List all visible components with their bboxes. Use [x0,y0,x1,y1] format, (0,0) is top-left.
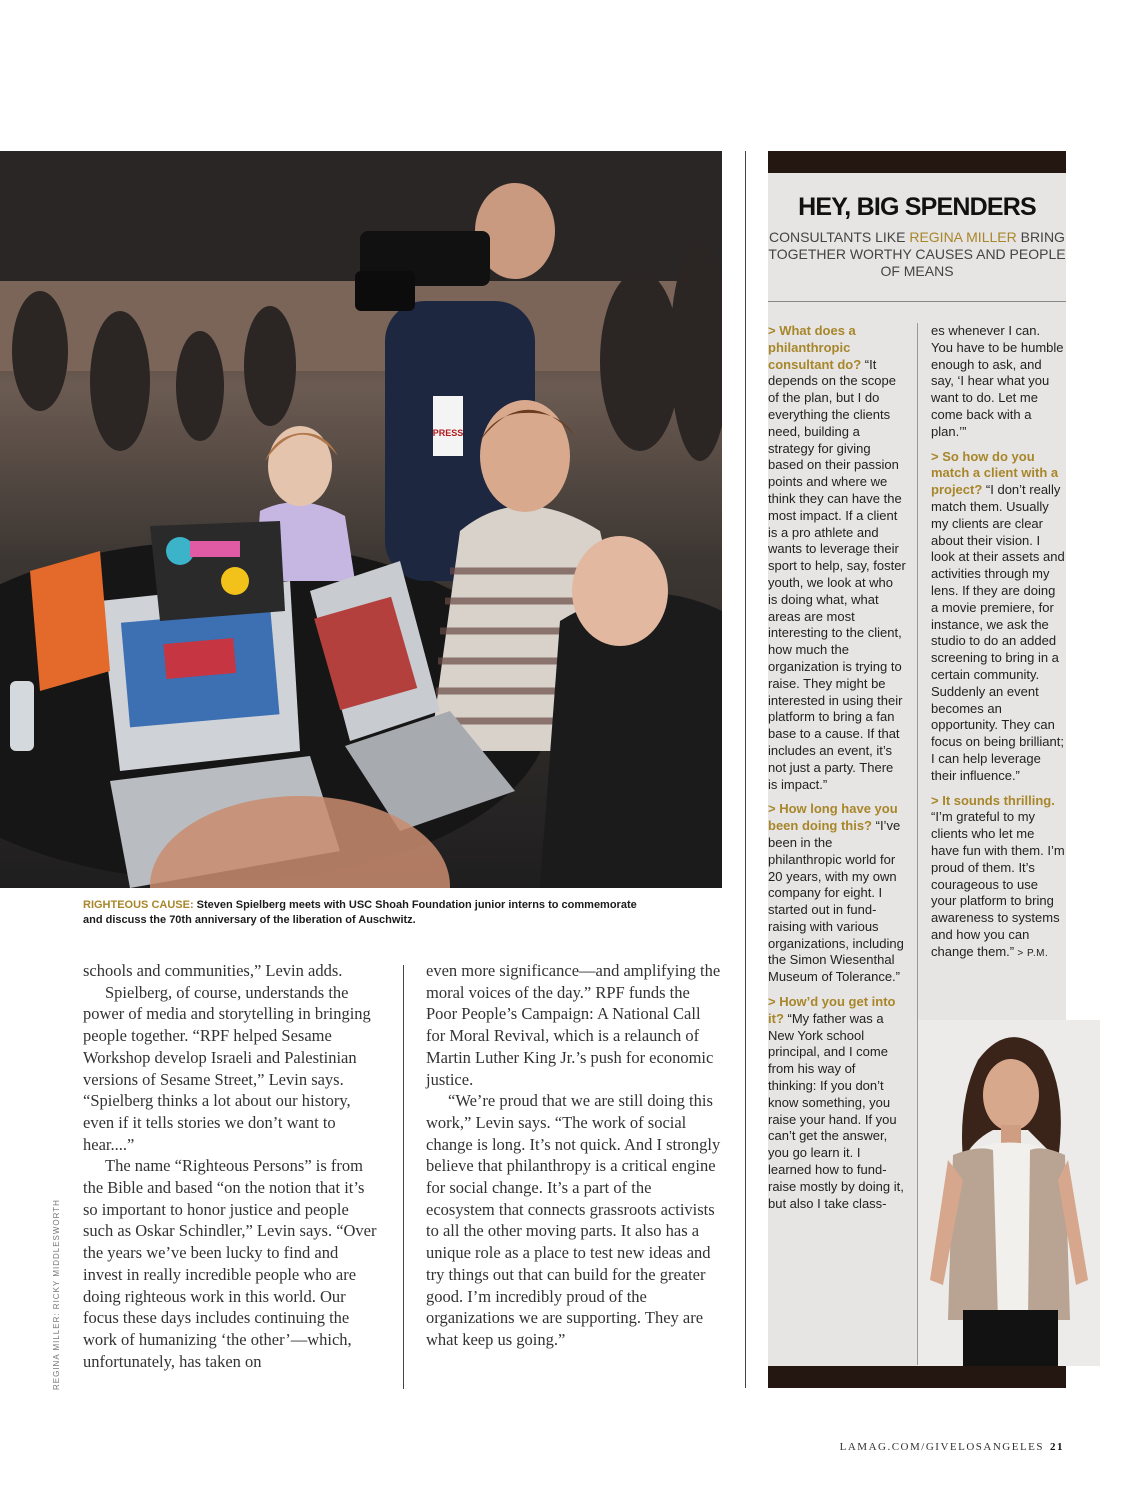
sidebar-bottom-bar [768,1366,1066,1388]
article-paragraph: schools and communities,” Levin adds. [83,961,343,980]
qa-item: > How’d you get into it? “My father was a New York school principal, and I come from his way of thinking: If you don’t know something, you raise your hand. If you can’t get the answer, you go learn it. I learned how to fund-raise mostly by doing it, but also I take class- [768,994,904,1211]
caption-text: Steven Spielberg meets with USC Shoah Foundation junior interns to commemorate and discuss the 70th anniversary of the liberation of Auschwitz. [83,899,637,926]
qa-item: > How long have you been doing this? “I’ve been in the philanthropic world for 20 years, with my own company for eight. I started out in fund-raising with various organizations, including the Simon Wiesenthal Museum of Tolerance.” [768,801,904,985]
qa-item: es whenever I can. You have to be humble enough to ask, and say, ‘I hear what you want to do. Let me come back with a plan.’” [931,323,1064,439]
sidebar-rule [768,301,1066,302]
portrait-photo [918,1020,1100,1366]
article-column-2 [426,960,722,1351]
article-paragraph: “We’re proud that we are still doing this work,” Levin says. “The work of social change is long. It’s not quick. And I strongly believe that philanthropy is a critical engine for social change. It’s a part of the ecosystem that connects grassroots activists to all the other moving parts. It also has a unique role as a place to test new ideas and try things out that can build for the greater good. I’m incredibly proud of the organizations we are supporting. They are what keep us going.” [426,1091,721,1349]
portrait-illustration [918,1020,1100,1366]
sidebar-divider [745,151,746,1388]
sidebar-title: HEY, BIG SPENDERS [798,193,1036,221]
article-paragraph: even more significance—and amplifying the moral voices of the day.” RPF funds the Poor People’s Campaign: A National Call for Moral Revival, which is a relaunch of Martin Luther King Jr.’s push for economic justice. [426,961,721,1089]
sidebar-subtitle-name: REGINA MILLER [909,229,1017,245]
photo-credit: REGINA MILLER: RICKY MIDDLESWORTH [52,1199,61,1390]
page-number: 21 [1050,1441,1064,1453]
column-divider [403,965,404,1389]
page-footer [820,1441,1064,1453]
photo-caption [83,898,643,928]
sidebar-top-bar [768,151,1066,173]
article-paragraph: Spielberg, of course, understands the power of media and storytelling in bringing people together. “RPF helped Sesame Workshop develop Israeli and Palestinian versions of Sesame Street,” Levin says. “Spielberg thinks a lot about our history, even if it tells stories we don’t want to hear....” [83,982,371,1154]
sidebar-subtitle: CONSULTANTS LIKE REGINA MILLER BRING TOGETHER WORTHY CAUSES AND PEOPLE OF MEANS [768,229,1066,279]
qa-item: > So how do you match a client with a project? “I don’t really match them. Usually my clients are clear about their vision. I look at their assets and activities through my lens. If they are doing a movie premiere, for instance, we ask the studio to do an added screening to bring in a certain community. Suddenly an event becomes an opportunity. They can focus on being brilliant; I can help leverage their influence.” [931,448,1065,783]
qa-item: > What does a philanthropic consultant do? “It depends on the scope of the plan, but I do everything the clients need, building a strategy for giving based on their passion points and where we think they can have the most impact. If a client is a pro athlete and wants to leverage their sport to help, say, foster youth, we look at who is doing what, what areas are most interesting to the client, how much the organization is trying to raise. They might be interested in using their platform to bring a fan base to a cause. If that includes an event, it’s not just a party. There is impact.” [768,323,906,792]
photo-illustration [0,151,722,888]
feature-photo [0,151,722,888]
footer-url: LAMAG.COM/GIVELOSANGELES [839,1441,1044,1453]
author-signature: > P.M. [1014,947,1049,959]
article-column-1 [83,960,381,1372]
qa-item: > It sounds thrilling. “I’m grateful to my clients who let me have fun with them. I’m proud of them. It’s courageous to use your platform to bring awareness to systems and how you can change them.” > P.M. [931,792,1065,959]
sidebar-column-1 [768,323,906,1220]
caption-lead: RIGHTEOUS CAUSE: [83,899,194,911]
press-badge-text: PRESS [432,428,464,438]
article-paragraph: The name “Righteous Persons” is from the Bible and based “on the notion that it’s so important to honor justice and people such as Oskar Schindler,” Levin says. “Over the years we’ve been lucky to find and invest in really incredible people who are doing righteous work in this world. Our focus these days includes continuing the work of humanizing ‘the other’—which, unfortunately, has taken on [83,1156,377,1371]
sidebar-column-2 [931,323,1065,970]
